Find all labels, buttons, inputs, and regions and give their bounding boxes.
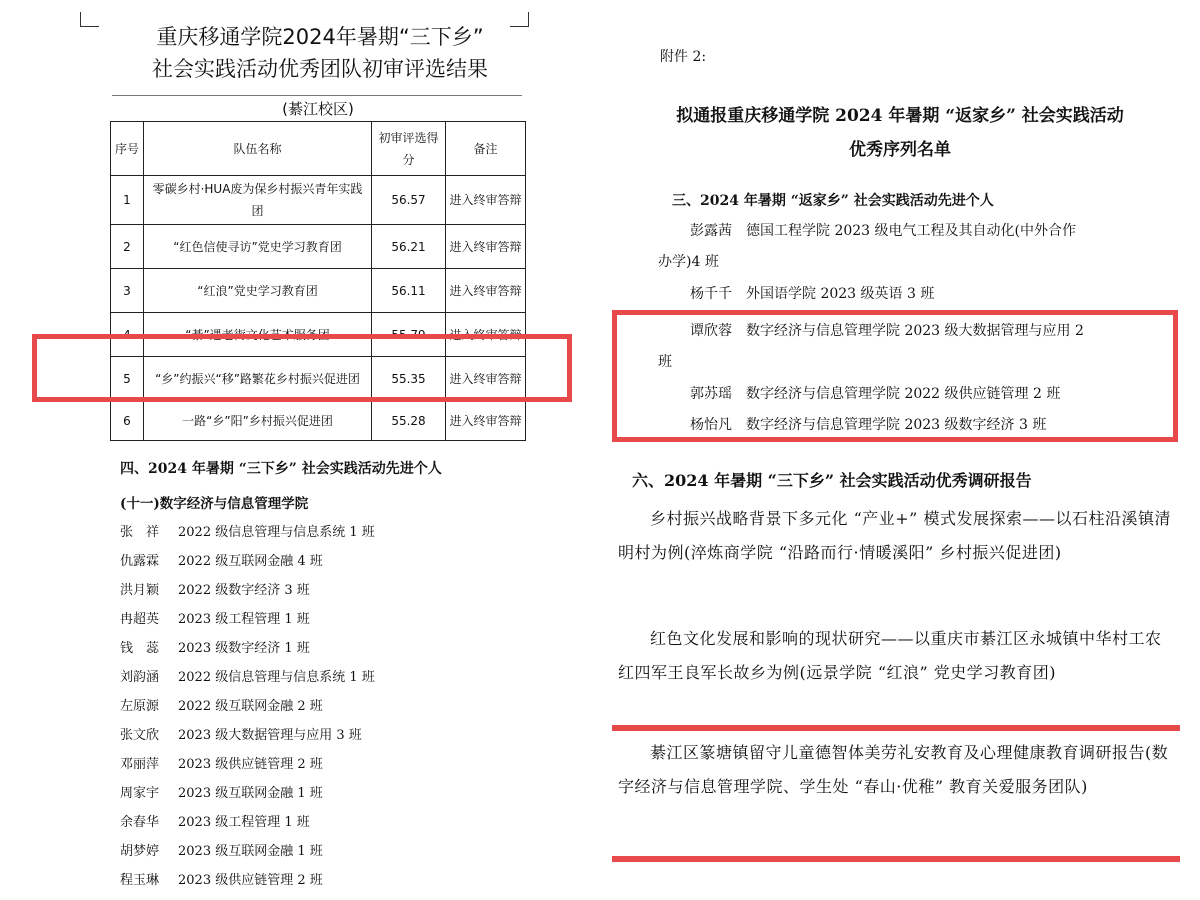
row-team: “红浪”党史学习教育团 [144, 269, 372, 313]
report-item-2: 红色文化发展和影响的现状研究——以重庆市綦江区永城镇中华村工农红四军王良军长故乡为例(远景学院 “红浪” 党史学习教育团) [618, 629, 1162, 682]
row-no: 2 [111, 225, 144, 269]
person-class: 2023 级数字经济 1 班 [178, 641, 310, 656]
person-name: 冉超英 [120, 612, 160, 627]
row-note: 进入终审答辩 [446, 357, 526, 401]
table-row [111, 401, 526, 441]
header-team: 队伍名称 [144, 122, 372, 176]
person-name: 仇露霖 [120, 554, 160, 569]
list-item [120, 724, 375, 753]
table-row [111, 225, 526, 269]
person-name: 刘韵涵 [120, 670, 160, 685]
person-class: 2022 级互联网金融 4 班 [178, 554, 323, 569]
list-item [120, 753, 375, 782]
entry-tan-line2: 班 [658, 354, 672, 370]
person-class: 2022 级信息管理与信息系统 1 班 [178, 670, 375, 685]
row-no: 3 [111, 269, 144, 313]
person-class: 2023 级互联网金融 1 班 [178, 844, 323, 859]
campus-label: (綦江校区) [282, 100, 354, 118]
section4-title: 四、2024 年暑期 “三下乡” 社会实践活动先进个人 [120, 461, 442, 477]
row-score: 55.28 [372, 401, 446, 441]
list-item [120, 521, 375, 550]
list-item [120, 637, 375, 666]
right-doc-title-line1: 拟通报重庆移通学院 2024 年暑期 “返家乡” 社会实践活动 [676, 106, 1124, 126]
header-note: 备注 [446, 122, 526, 176]
list-item [120, 840, 375, 869]
person-class: 2022 级互联网金融 2 班 [178, 699, 323, 714]
entry-peng-line2: 办学)4 班 [658, 254, 719, 270]
person-class: 2023 级互联网金融 1 班 [178, 786, 323, 801]
list-item [120, 666, 375, 695]
list-item [120, 869, 375, 898]
row-team: 一路“乡”阳”乡村振兴促进团 [144, 401, 372, 441]
person-name: 周家宇 [120, 786, 160, 801]
person-class: 2022 级信息管理与信息系统 1 班 [178, 525, 375, 540]
row-team: “綦”遇老街文化艺术服务团 [144, 313, 372, 357]
row-score: 56.57 [372, 176, 446, 225]
highlight-line-top [612, 725, 1180, 731]
list-item [120, 579, 375, 608]
row-team: “乡”约振兴“移”路繁花乡村振兴促进团 [144, 357, 372, 401]
section3-title: 三、2024 年暑期 “返家乡” 社会实践活动先进个人 [672, 193, 994, 209]
college-title: (十一)数字经济与信息管理学院 [120, 496, 309, 512]
person-class: 2023 级工程管理 1 班 [178, 815, 310, 830]
person-name: 洪月颖 [120, 583, 160, 598]
table-row [111, 269, 526, 313]
right-doc-title-line2: 优秀序列名单 [849, 140, 951, 160]
list-item [120, 782, 375, 811]
row-no: 5 [111, 357, 144, 401]
person-class: 2023 级供应链管理 2 班 [178, 873, 323, 888]
report-item-1: 乡村振兴战略背景下多元化 “产业+” 模式发展探索——以石柱沿溪镇清明村为例(淬炼商学院 “沿路而行·情暖溪阳” 乡村振兴促进团) [618, 509, 1171, 562]
person-name: 左原源 [120, 699, 160, 714]
table-header-row [111, 122, 526, 176]
section6-title: 六、2024 年暑期 “三下乡” 社会实践活动优秀调研报告 [632, 471, 1032, 490]
table-row [111, 176, 526, 225]
person-class: 2023 级大数据管理与应用 3 班 [178, 728, 362, 743]
person-name: 程玉琳 [120, 873, 160, 888]
person-name: 张 祥 [120, 525, 160, 540]
entry-peng-line1: 彭露茜 德国工程学院 2023 级电气工程及其自动化(中外合作 [690, 223, 1076, 239]
header-no: 序号 [111, 122, 144, 176]
list-item [120, 550, 375, 579]
row-score: 56.21 [372, 225, 446, 269]
highlight-box-entries [612, 310, 1178, 442]
entry-guo: 郭苏瑶 数字经济与信息管理学院 2022 级供应链管理 2 班 [690, 386, 1061, 402]
person-name: 邓丽萍 [120, 757, 160, 772]
row-no: 6 [111, 401, 144, 441]
left-doc-title-line2: 社会实践活动优秀团队初审评选结果 [152, 57, 488, 81]
list-item [120, 695, 375, 724]
person-class: 2023 级供应链管理 2 班 [178, 757, 323, 772]
campus-rule [112, 95, 522, 96]
row-score: 55.79 [372, 313, 446, 357]
row-note: 进入终审答辩 [446, 401, 526, 441]
left-doc-title-line1: 重庆移通学院2024年暑期“三下乡” [156, 25, 484, 49]
person-name: 张文欣 [120, 728, 160, 743]
row-no: 1 [111, 176, 144, 225]
row-note: 进入终审答辩 [446, 313, 526, 357]
attachment-label: 附件 2: [660, 49, 707, 65]
person-name: 钱 蕊 [120, 641, 160, 656]
row-score: 56.11 [372, 269, 446, 313]
row-score: 55.35 [372, 357, 446, 401]
highlight-box-row5 [32, 334, 572, 402]
highlight-line-bottom [612, 856, 1180, 862]
report-item-3: 綦江区篆塘镇留守儿童德智体美劳礼安教育及心理健康教育调研报告(数字经济与信息管理学院、学生处 “春山·优稚” 教育关爱服务团队) [618, 743, 1169, 796]
person-class: 2023 级工程管理 1 班 [178, 612, 310, 627]
person-name: 胡梦婷 [120, 844, 160, 859]
entry-tan-line1: 谭欣蓉 数字经济与信息管理学院 2023 级大数据管理与应用 2 [690, 323, 1084, 339]
list-item [120, 608, 375, 637]
header-score: 初审评选得分 [372, 122, 446, 176]
person-name: 余春华 [120, 815, 160, 830]
entry-yang-yifan: 杨怡凡 数字经济与信息管理学院 2023 级数字经济 3 班 [690, 417, 1047, 433]
entry-yang-qianqian: 杨千千 外国语学院 2023 级英语 3 班 [690, 286, 935, 302]
row-no: 4 [111, 313, 144, 357]
row-team: “红色信使寻访”党史学习教育团 [144, 225, 372, 269]
row-note: 进入终审答辩 [446, 176, 526, 225]
row-note: 进入终审答辩 [446, 225, 526, 269]
row-team: 零碳乡村·HUA废为保乡村振兴青年实践团 [144, 176, 372, 225]
person-list [120, 521, 375, 898]
list-item [120, 811, 375, 840]
row-note: 进入终审答辩 [446, 269, 526, 313]
person-class: 2022 级数字经济 3 班 [178, 583, 310, 598]
